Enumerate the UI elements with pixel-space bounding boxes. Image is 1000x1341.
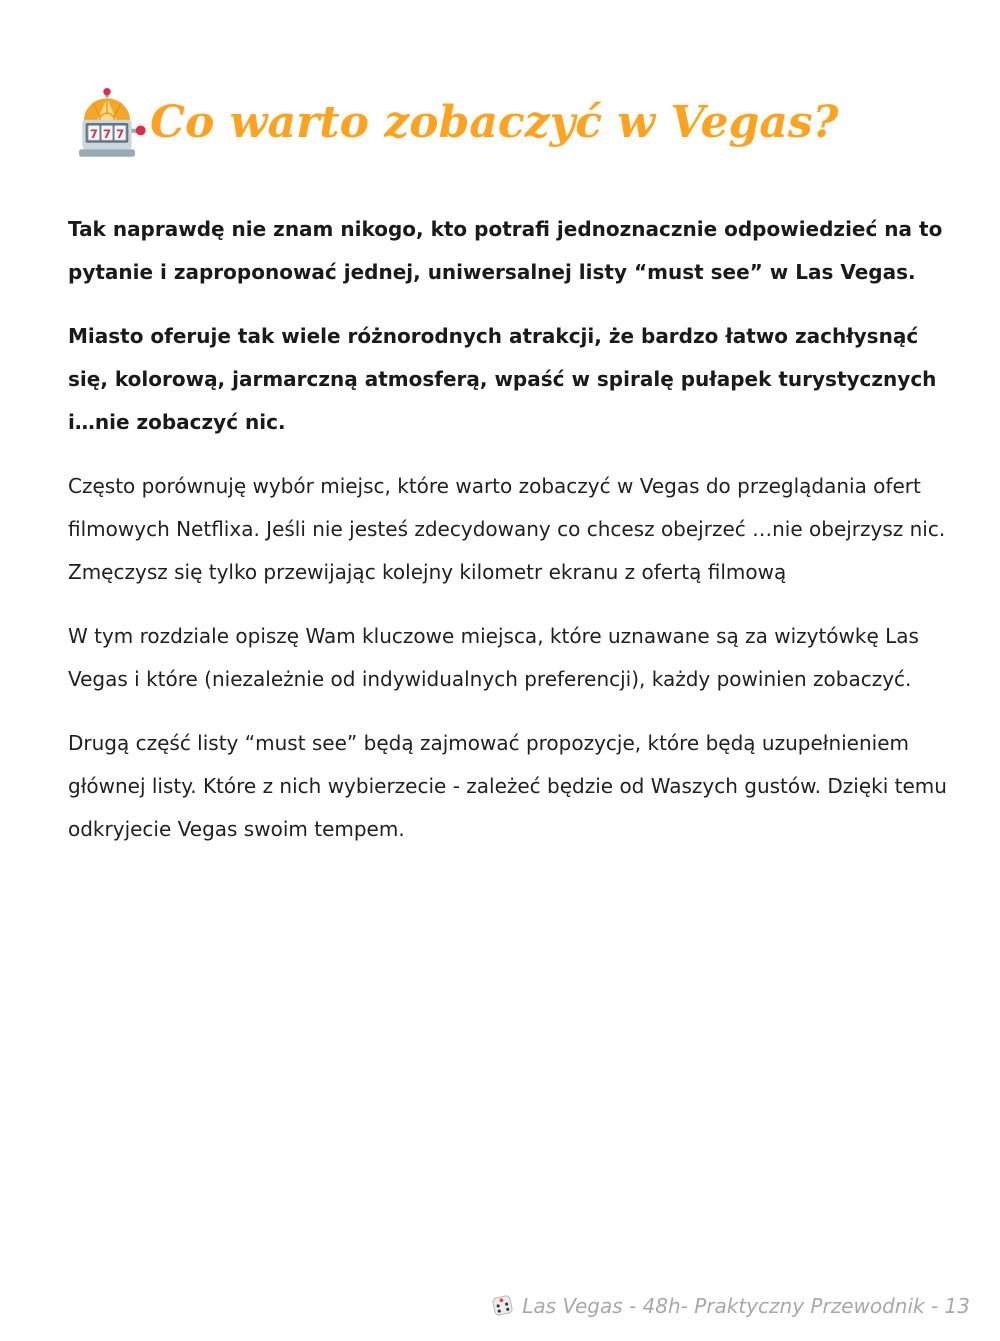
page-title: Co warto zobaczyć w Vegas? <box>150 96 839 148</box>
svg-text:7: 7 <box>89 126 98 141</box>
paragraph: Drugą część listy “must see” będą zajmować propozycje, które będą uzupełnieniem głównej listy. Które z nich wybierzecie - zależeć będzie od Waszych gustów. Dzięki temu odkryjecie Vegas swoim tempem. <box>68 731 947 841</box>
paragraph: Miasto oferuje tak wiele różnorodnych atrakcji, że bardzo łatwo zachłysnąć się, kolorową, jarmarczną atmosferą, wpaść w spiralę pułapek turystycznych i…nie zobaczyć nic. <box>68 324 937 434</box>
page-content <box>0 160 1000 851</box>
svg-text:7: 7 <box>116 126 125 141</box>
page-footer <box>489 1292 970 1319</box>
footer-page-label: Las Vegas - 48h- Praktyczny Przewodnik - 13 <box>522 1293 970 1318</box>
page-header <box>0 0 1000 160</box>
paragraph: Często porównuję wybór miejsc, które warto zobaczyć w Vegas do przeglądania ofert filmowych Netflixa. Jeśli nie jesteś zdecydowany co chcesz obejrzeć …nie obejrzysz nic. Zmęczysz się tylko przewijając kolejny kilometr ekranu z ofertą filmową <box>68 474 946 584</box>
paragraph: W tym rozdziale opiszę Wam kluczowe miejsca, które uznawane są za wizytówkę Las Vegas i które (niezależnie od indywidualnych preferencji), każdy powinien zobaczyć. <box>68 624 919 691</box>
svg-text:7: 7 <box>102 126 112 141</box>
slot-machine-icon <box>64 86 150 160</box>
dice-icon <box>489 1292 516 1319</box>
paragraph: Tak naprawdę nie znam nikogo, kto potrafi jednoznacznie odpowiedzieć na to pytanie i zaproponować jednej, uniwersalnej listy “must see” w Las Vegas. <box>68 217 943 284</box>
